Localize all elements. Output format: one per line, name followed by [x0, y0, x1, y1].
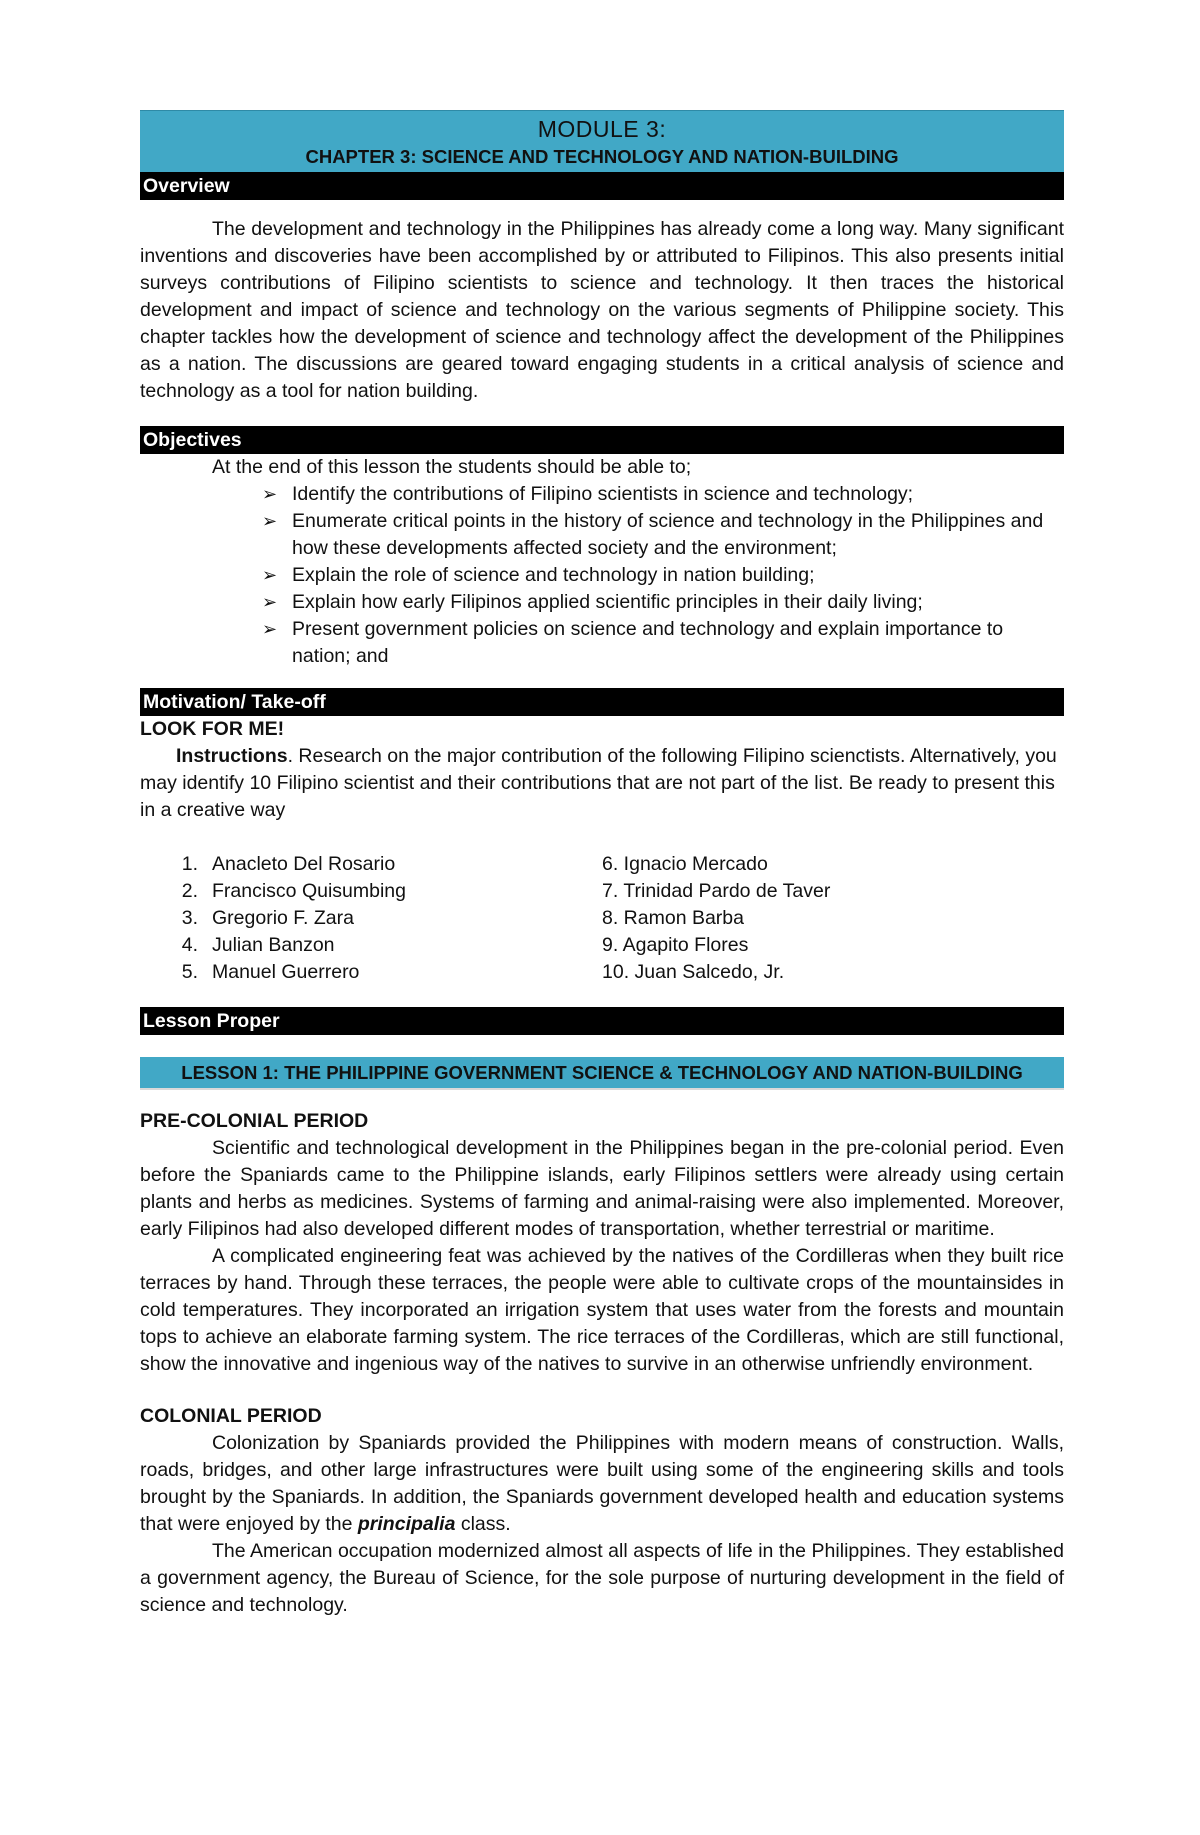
instructions-label: Instructions [176, 745, 288, 767]
list-item: 1. Anacleto Del Rosario [181, 853, 396, 875]
objective-item: ➢ Explain the role of science and technology in nation building; [262, 562, 1064, 589]
list-item: 5. Manuel Guerrero [181, 961, 360, 983]
arrow-bullet-icon: ➢ [262, 565, 278, 585]
motivation-subheading: LOOK FOR ME! [140, 718, 285, 740]
motivation-heading: Motivation/ Take-off [140, 688, 1064, 716]
list-item: 8. Ramon Barba [602, 907, 744, 929]
arrow-bullet-icon: ➢ [262, 592, 278, 612]
objective-item: ➢ Identify the contributions of Filipino scientists in science and technology; [262, 481, 1064, 508]
overview-heading: Overview [140, 172, 1064, 200]
list-item: 9. Agapito Flores [602, 934, 749, 956]
arrow-bullet-icon: ➢ [262, 484, 278, 504]
principalia-emphasis: principalia [357, 1513, 456, 1535]
arrow-bullet-icon: ➢ [262, 619, 278, 639]
objective-item: ➢ Enumerate critical points in the history of science and technology in the Philippines and how these developments affected society and the environment; [262, 510, 1044, 559]
arrow-bullet-icon: ➢ [262, 511, 278, 531]
list-item: 2. Francisco Quisumbing [181, 880, 406, 902]
module-title: MODULE 3: [537, 116, 667, 142]
list-item: 7. Trinidad Pardo de Taver [602, 880, 831, 902]
scientist-list [140, 851, 1064, 986]
colonial-paragraph-2: The American occupation modernized almost all aspects of life in the Philippines. They established a government agency, the Bureau of Science, for the sole purpose of nurturing development in the field of science and technology. [140, 1540, 1064, 1616]
module-header [140, 110, 1064, 172]
list-item: 10. Juan Salcedo, Jr. [602, 961, 785, 983]
lesson-title: LESSON 1: THE PHILIPPINE GOVERNMENT SCIENCE & TECHNOLOGY AND NATION-BUILDING [140, 1057, 1064, 1090]
pre-colonial-heading: PRE-COLONIAL PERIOD [140, 1110, 369, 1132]
objective-item: ➢ Explain how early Filipinos applied scientific principles in their daily living; [262, 589, 1064, 616]
list-item: 6. Ignacio Mercado [602, 853, 768, 875]
objectives-intro: At the end of this lesson the students should be able to; [212, 456, 692, 478]
scientist-list-left [140, 851, 602, 986]
lesson-proper-heading: Lesson Proper [140, 1007, 1064, 1035]
module-content [140, 110, 1064, 1619]
list-item: 3. Gregorio F. Zara [181, 907, 354, 929]
objectives-list [140, 481, 1064, 670]
scientist-list-right [602, 851, 1064, 986]
objective-item: ➢ Present government policies on science and technology and explain importance to nation; and [262, 618, 1004, 667]
list-item: 4. Julian Banzon [181, 934, 335, 956]
instructions-text: Instructions. Research on the major contribution of the following Filipino scienctists. Alternatively, you may identify 10 Filipino scientist and their contributions that are not part of the list. Be ready to present this in a creative way [140, 745, 1057, 821]
colonial-heading: COLONIAL PERIOD [140, 1405, 322, 1427]
pre-colonial-paragraph-1: Scientific and technological development in the Philippines began in the pre-colonial period. Even before the Spaniards came to the Philippine islands, early Filipinos settlers were already using certain plants and herbs as medicines. Systems of farming and animal-raising were also implemented. Moreover, early Filipinos had also developed different modes of transportation, whether terrestrial or maritime. [140, 1137, 1064, 1240]
chapter-title: CHAPTER 3: SCIENCE AND TECHNOLOGY AND NATION-BUILDING [305, 146, 899, 167]
overview-text: The development and technology in the Philippines has already come a long way. Many significant inventions and discoveries have been accomplished by or attributed to Filipinos. This also presents initial surveys contributions of Filipino scientists to science and technology. It then traces the historical development and impact of science and technology on the various segments of Philippine society. This chapter tackles how the development of science and technology affect the development of the Philippines as a nation. The discussions are geared toward engaging students in a critical analysis of science and technology as a tool for nation building. [140, 218, 1064, 402]
colonial-paragraph-1: Colonization by Spaniards provided the Philippines with modern means of construction. Walls, roads, bridges, and other large infrastructures were built using some of the engineering skills and tools brought by the Spaniards. In addition, the Spaniards government developed health and education systems that were enjoyed by the principalia class. [140, 1432, 1064, 1535]
objectives-heading: Objectives [140, 426, 1064, 454]
pre-colonial-paragraph-2: A complicated engineering feat was achieved by the natives of the Cordilleras when they built rice terraces by hand. Through these terraces, the people were able to cultivate crops of the mountainsides in cold temperatures. They incorporated an irrigation system that uses water from the forests and mountain tops to achieve an elaborate farming system. The rice terraces of the Cordilleras, which are still functional, show the innovative and ingenious way of the natives to survive in an otherwise unfriendly environment. [140, 1245, 1064, 1375]
